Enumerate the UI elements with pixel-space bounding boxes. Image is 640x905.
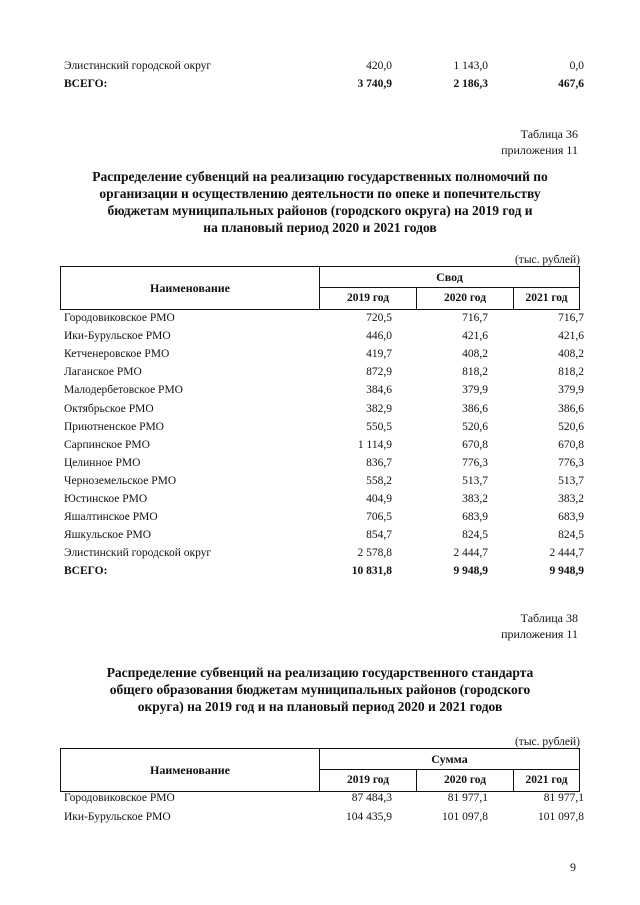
row-value-2019: 872,9 bbox=[366, 366, 392, 379]
table-row bbox=[64, 454, 584, 472]
row-name: Приютненское РМО bbox=[64, 420, 164, 433]
table-row bbox=[64, 544, 584, 562]
row-name: Ики-Бурульское РМО bbox=[64, 810, 171, 823]
table-row bbox=[64, 808, 584, 826]
row-value-2021: 776,3 bbox=[558, 456, 584, 469]
table-36-reference bbox=[501, 126, 578, 158]
row-value-2019: 404,9 bbox=[366, 493, 392, 505]
table-row bbox=[64, 57, 584, 75]
row-name: Яшалтинское РМО bbox=[64, 511, 158, 524]
header-year-2019: 2019 год bbox=[320, 288, 417, 309]
row-value-2020: 9 948,9 bbox=[453, 565, 488, 578]
row-value-2019: 420,0 bbox=[366, 60, 392, 72]
row-value-2019: 382,9 bbox=[366, 402, 392, 415]
total-value-2019: 3 740,9 bbox=[357, 78, 392, 90]
row-value-2020: 670,8 bbox=[462, 438, 488, 451]
table-36-title bbox=[40, 168, 600, 236]
total-value-2020: 2 186,3 bbox=[453, 78, 488, 90]
row-value-2021: 683,9 bbox=[558, 511, 584, 524]
total-value-2021: 467,6 bbox=[558, 78, 584, 90]
row-value-2019: 104 435,9 bbox=[346, 810, 392, 823]
header-name: Наименование bbox=[61, 267, 320, 309]
header-group: Сумма bbox=[320, 749, 579, 770]
row-name: Черноземельское РМО bbox=[64, 474, 177, 487]
row-value-2019: 2 578,8 bbox=[357, 547, 392, 560]
table-38-reference bbox=[501, 610, 578, 642]
appendix-ref: приложения 11 bbox=[501, 627, 578, 641]
header-name: Наименование bbox=[61, 749, 320, 791]
row-value-2020: 716,7 bbox=[462, 312, 488, 324]
row-value-2019: 10 831,8 bbox=[351, 565, 392, 578]
row-value-2021: 520,6 bbox=[558, 420, 584, 433]
table-row bbox=[64, 400, 584, 418]
table-row bbox=[64, 508, 584, 526]
row-value-2019: 854,7 bbox=[366, 529, 392, 542]
row-value-2021: 818,2 bbox=[558, 366, 584, 379]
total-row bbox=[64, 75, 584, 93]
table-number: Таблица 38 bbox=[520, 611, 578, 625]
title-line: Распределение субвенций на реализацию государственных полномочий по bbox=[92, 169, 548, 184]
title-line: округа) на 2019 год и на плановый период 2020 и 2021 годов bbox=[137, 699, 503, 714]
row-value-2019: 836,7 bbox=[366, 456, 392, 469]
row-value-2020: 824,5 bbox=[462, 529, 488, 542]
row-value-2020: 513,7 bbox=[462, 474, 488, 487]
appendix-ref: приложения 11 bbox=[501, 143, 578, 157]
row-value-2020: 683,9 bbox=[462, 511, 488, 524]
row-value-2019: 384,6 bbox=[366, 384, 392, 397]
row-value-2019: 87 484,3 bbox=[351, 792, 392, 804]
row-name: Элистинский городской округ bbox=[64, 547, 212, 560]
row-value-2021: 81 977,1 bbox=[543, 792, 584, 804]
table-number: Таблица 36 bbox=[520, 127, 578, 141]
row-value-2019: 558,2 bbox=[366, 474, 392, 487]
row-value-2020: 818,2 bbox=[462, 366, 488, 379]
row-value-2020: 1 143,0 bbox=[453, 60, 488, 72]
row-value-2019: 419,7 bbox=[366, 348, 392, 361]
row-value-2020: 101 097,8 bbox=[442, 810, 488, 823]
title-line: общего образования бюджетам муниципальных районов (городского bbox=[109, 682, 531, 697]
units-label: (тыс. рублей) bbox=[514, 254, 580, 266]
title-line: организации и осуществлению деятельности по опеке и попечительству bbox=[99, 186, 541, 201]
header-year-2020: 2020 год bbox=[417, 770, 514, 791]
row-value-2020: 379,9 bbox=[462, 384, 488, 397]
row-value-2019: 720,5 bbox=[366, 312, 392, 324]
row-value-2021: 670,8 bbox=[558, 438, 584, 451]
table-row bbox=[64, 345, 584, 363]
page-number: 9 bbox=[570, 860, 576, 874]
row-value-2019: 1 114,9 bbox=[357, 438, 392, 451]
table-row bbox=[64, 381, 584, 399]
table-38-title bbox=[40, 664, 600, 715]
row-value-2021: 824,5 bbox=[558, 529, 584, 542]
table-row bbox=[64, 363, 584, 381]
row-value-2021: 513,7 bbox=[558, 474, 584, 487]
row-name: Кетченеровское РМО bbox=[64, 348, 170, 361]
row-name: Сарпинское РМО bbox=[64, 438, 150, 451]
row-value-2021: 9 948,9 bbox=[549, 565, 584, 578]
table-header bbox=[60, 748, 580, 792]
row-value-2021: 383,2 bbox=[558, 493, 584, 505]
row-value-2019: 446,0 bbox=[366, 330, 392, 343]
row-value-2020: 520,6 bbox=[462, 420, 488, 433]
row-value-2020: 386,6 bbox=[462, 402, 488, 415]
table-row bbox=[64, 526, 584, 544]
table-row bbox=[64, 789, 584, 807]
row-value-2021: 386,6 bbox=[558, 402, 584, 415]
row-value-2021: 716,7 bbox=[558, 312, 584, 324]
total-label: ВСЕГО: bbox=[64, 78, 108, 90]
table-row bbox=[64, 472, 584, 490]
title-line: Распределение субвенций на реализацию государственного стандарта bbox=[106, 665, 534, 680]
row-value-2019: 550,5 bbox=[366, 420, 392, 433]
title-line: на плановый период 2020 и 2021 годов bbox=[203, 220, 437, 235]
row-value-2021: 379,9 bbox=[558, 384, 584, 397]
row-name: Городовиковское РМО bbox=[64, 792, 175, 804]
row-value-2021: 408,2 bbox=[558, 348, 584, 361]
table-row bbox=[64, 309, 584, 327]
table-row bbox=[64, 490, 584, 508]
row-value-2021: 2 444,7 bbox=[549, 547, 584, 560]
header-group: Свод bbox=[320, 267, 579, 288]
row-name: Элистинский городской округ bbox=[64, 60, 212, 72]
row-value-2021: 421,6 bbox=[558, 330, 584, 343]
row-name: Городовиковское РМО bbox=[64, 312, 175, 324]
row-name: Ики-Бурульское РМО bbox=[64, 330, 171, 343]
row-value-2020: 776,3 bbox=[462, 456, 488, 469]
row-value-2020: 421,6 bbox=[462, 330, 488, 343]
header-year-2019: 2019 год bbox=[320, 770, 417, 791]
row-value-2020: 383,2 bbox=[462, 493, 488, 505]
units-label: (тыс. рублей) bbox=[514, 736, 580, 748]
row-value-2020: 2 444,7 bbox=[453, 547, 488, 560]
row-value-2020: 81 977,1 bbox=[447, 792, 488, 804]
row-name: ВСЕГО: bbox=[64, 565, 108, 578]
row-value-2020: 408,2 bbox=[462, 348, 488, 361]
row-name: Яшкульское РМО bbox=[64, 529, 152, 542]
row-name: Юстинское РМО bbox=[64, 493, 148, 505]
row-value-2021: 101 097,8 bbox=[538, 810, 584, 823]
row-value-2021: 0,0 bbox=[569, 60, 584, 72]
header-year-2021: 2021 год bbox=[525, 292, 568, 304]
row-name: Целинное РМО bbox=[64, 456, 141, 469]
row-name: Лаганское РМО bbox=[64, 366, 142, 379]
total-row bbox=[64, 562, 584, 580]
table-row bbox=[64, 418, 584, 436]
header-year-2021: 2021 год bbox=[525, 774, 568, 786]
row-name: Малодербетовское РМО bbox=[64, 384, 183, 397]
title-line: бюджетам муниципальных районов (городского округа) на 2019 год и bbox=[107, 203, 533, 218]
header-year-2020: 2020 год bbox=[417, 288, 514, 309]
row-name: Октябрьское РМО bbox=[64, 402, 154, 415]
table-header bbox=[60, 266, 580, 310]
table-row bbox=[64, 327, 584, 345]
table-row bbox=[64, 436, 584, 454]
row-value-2019: 706,5 bbox=[366, 511, 392, 524]
